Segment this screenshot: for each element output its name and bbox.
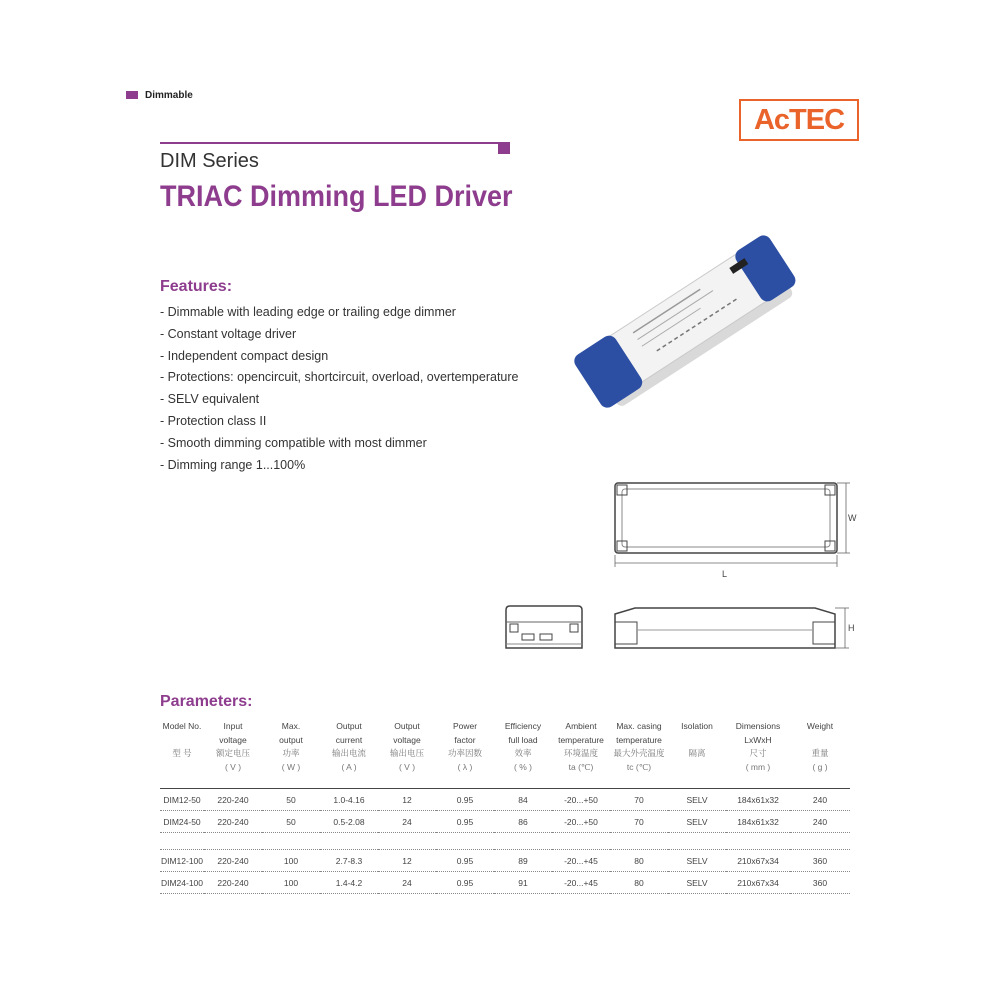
table-cell: -20...+50: [552, 789, 610, 811]
table-row: [160, 850, 850, 872]
column-header-cn: 功率: [282, 748, 300, 758]
column-header: [262, 720, 320, 789]
table-cell: SELV: [668, 789, 726, 811]
table-cell: 50: [262, 789, 320, 811]
page-title: TRIAC Dimming LED Driver: [160, 180, 513, 213]
column-header-cn: 型 号: [172, 748, 192, 758]
column-header: [494, 720, 552, 789]
feature-item: - Protections: opencircuit, shortcircuit, overload, overtemperature: [160, 370, 519, 385]
table-cell: 24: [378, 811, 436, 833]
table-cell: 70: [610, 811, 668, 833]
table-cell: 220-240: [204, 872, 262, 894]
table-cell: 80: [610, 872, 668, 894]
column-header: [204, 720, 262, 789]
table-cell: -20...+45: [552, 872, 610, 894]
column-header: [790, 720, 850, 789]
feature-item: - Protection class II: [160, 413, 267, 428]
column-header: [726, 720, 790, 789]
table-cell: 1.0-4.16: [320, 789, 378, 811]
column-header-l1: Max. casing: [616, 721, 662, 731]
table-cell: DIM24-100: [160, 872, 204, 894]
features-list: [160, 302, 519, 476]
column-header-l2: full load: [508, 734, 538, 745]
table-cell: 12: [378, 850, 436, 872]
feature-item: - SELV equivalent: [160, 392, 260, 407]
column-header-l1: Power: [452, 721, 478, 731]
column-header-l2: temperature: [558, 734, 604, 745]
table-cell: DIM12-100: [160, 850, 204, 872]
column-header-unit: ( V ): [398, 761, 416, 772]
feature-item: - Dimmable with leading edge or trailing edge dimmer: [160, 305, 456, 319]
category-marker: [126, 91, 138, 99]
table-cell: 0.5-2.08: [320, 811, 378, 833]
column-header-l2: voltage: [393, 734, 421, 745]
column-header: [668, 720, 726, 789]
column-header: [610, 720, 668, 789]
feature-item: - Dimming range 1...100%: [160, 457, 306, 472]
table-cell: -20...+45: [552, 850, 610, 872]
column-header-cn: 输出电压: [389, 748, 424, 758]
feature-item: - Independent compact design: [160, 348, 329, 363]
table-cell: 100: [262, 850, 320, 872]
table-cell: 360: [790, 850, 850, 872]
table-cell: DIM12-50: [160, 789, 204, 811]
column-header-unit: [160, 761, 204, 775]
column-header-cn: 最大外壳温度: [613, 748, 665, 758]
column-header-cn: 环境温度: [563, 748, 598, 758]
table-cell: -20...+50: [552, 811, 610, 833]
column-header-cn: 隔离: [688, 748, 706, 758]
column-header-unit: ( g ): [812, 761, 828, 772]
feature-item: - Constant voltage driver: [160, 326, 297, 341]
column-header: [436, 720, 494, 789]
table-cell: 100: [262, 872, 320, 894]
table-header-row: [160, 720, 850, 789]
column-header-unit: ( λ ): [457, 761, 473, 772]
table-cell: 91: [494, 872, 552, 894]
table-cell: 70: [610, 789, 668, 811]
column-header-unit: ta (℃): [568, 761, 594, 772]
table-cell: 0.95: [436, 811, 494, 833]
column-header-l2: factor: [454, 734, 476, 745]
brand-logo: [739, 99, 859, 141]
column-header-l2: [790, 734, 850, 748]
table-row: [160, 811, 850, 833]
table-cell: 220-240: [204, 811, 262, 833]
column-header-l2: [668, 734, 726, 748]
column-header-unit: tc (℃): [626, 761, 652, 772]
column-header-unit: ( mm ): [745, 761, 771, 772]
title-rule: [160, 142, 500, 144]
table-row: [160, 789, 850, 811]
brand-logo-text: AcTEC: [753, 103, 845, 136]
column-header-unit: ( V ): [224, 761, 242, 772]
column-header-l1: Efficiency: [504, 721, 542, 731]
column-header: [320, 720, 378, 789]
table-cell: 240: [790, 811, 850, 833]
height-label: H: [848, 623, 855, 633]
table-cell: SELV: [668, 850, 726, 872]
series-name: DIM Series: [160, 150, 259, 172]
table-cell: 0.95: [436, 789, 494, 811]
features-heading: Features:: [160, 278, 233, 295]
column-header-l1: Input: [223, 721, 243, 731]
column-header-cn: 效率: [514, 748, 532, 758]
category-tag: Dimmable: [145, 90, 193, 101]
column-header-l1: Output: [336, 721, 362, 731]
column-header-cn: 重量: [811, 748, 829, 758]
column-header-l2: voltage: [219, 734, 247, 745]
table-cell: 80: [610, 850, 668, 872]
column-header-cn: 尺寸: [749, 748, 767, 758]
table-cell: SELV: [668, 872, 726, 894]
column-header-l1: Isolation: [681, 721, 713, 731]
table-cell: 360: [790, 872, 850, 894]
end-view-drawing: [500, 600, 590, 655]
table-cell: 210x67x34: [726, 872, 790, 894]
column-header-l1: Ambient: [565, 721, 597, 731]
table-cell: 0.95: [436, 850, 494, 872]
column-header: [160, 720, 204, 789]
side-view-drawing: [605, 600, 865, 655]
table-cell: 184x61x32: [726, 811, 790, 833]
column-header-l1: Output: [394, 721, 420, 731]
column-header-l1: Model No.: [162, 721, 202, 731]
column-header-unit: ( W ): [281, 761, 301, 772]
table-cell: 0.95: [436, 872, 494, 894]
product-image: [570, 228, 815, 428]
column-header: [378, 720, 436, 789]
table-cell: 86: [494, 811, 552, 833]
parameters-table: [160, 720, 850, 894]
table-row: [160, 872, 850, 894]
column-header-l2: LxWxH: [744, 734, 772, 745]
table-spacer-row: [160, 833, 850, 850]
column-header-l2: output: [279, 734, 303, 745]
table-cell: DIM24-50: [160, 811, 204, 833]
table-cell: 2.7-8.3: [320, 850, 378, 872]
column-header-cn: 额定电压: [215, 748, 250, 758]
column-header-cn: 功率因数: [447, 748, 482, 758]
table-cell: 220-240: [204, 850, 262, 872]
table-cell: 89: [494, 850, 552, 872]
column-header-unit: [668, 761, 726, 775]
column-header-cn: 输出电流: [331, 748, 366, 758]
table-cell: 184x61x32: [726, 789, 790, 811]
length-label: L: [722, 569, 728, 579]
table-cell: 84: [494, 789, 552, 811]
column-header-l1: Weight: [806, 721, 834, 731]
table-cell: 24: [378, 872, 436, 894]
table-cell: 50: [262, 811, 320, 833]
column-header-l1: Max.: [281, 721, 301, 731]
table-cell: 1.4-4.2: [320, 872, 378, 894]
column-header-l2: current: [335, 734, 363, 745]
parameters-heading: Parameters:: [160, 693, 253, 710]
column-header-l2: [160, 734, 204, 748]
feature-item: - Smooth dimming compatible with most dimmer: [160, 435, 427, 450]
table-cell: SELV: [668, 811, 726, 833]
column-header-l2: temperature: [616, 734, 662, 745]
column-header-unit: ( % ): [514, 761, 532, 772]
table-cell: 12: [378, 789, 436, 811]
column-header: [552, 720, 610, 789]
width-label: W: [848, 513, 857, 523]
title-rule-cap: [498, 142, 510, 154]
table-cell: 210x67x34: [726, 850, 790, 872]
table-cell: 240: [790, 789, 850, 811]
table-cell: 220-240: [204, 789, 262, 811]
column-header-l1: Dimensions: [735, 721, 781, 731]
top-view-drawing: [600, 475, 870, 585]
column-header-unit: ( A ): [341, 761, 357, 772]
